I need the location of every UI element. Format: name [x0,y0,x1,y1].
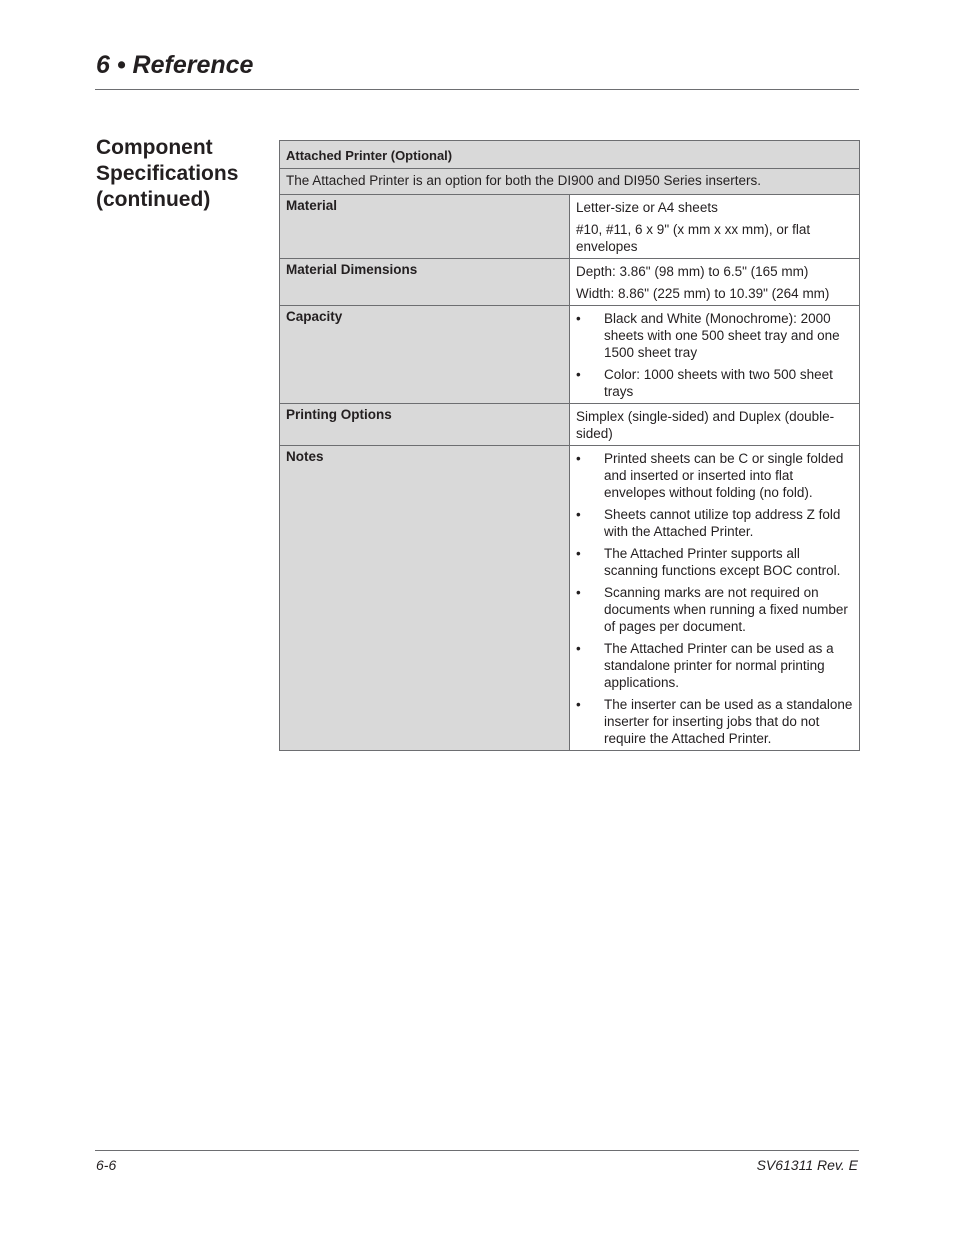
row-label: Notes [280,446,570,751]
value-line: Letter-size or A4 sheets [576,200,718,215]
list-item: • The inserter can be used as a standalone inserter for inserting jobs that do not require the Attached Printer. [576,696,853,747]
row-label: Material Dimensions [280,259,570,306]
value-line: Depth: 3.86" (98 mm) to 6.5" (165 mm) [576,264,809,279]
footer-divider [95,1150,859,1151]
table-row-capacity [280,306,860,404]
table-heading: Attached Printer (Optional) [280,141,860,169]
list-item: • Color: 1000 sheets with two 500 sheet trays [576,366,853,400]
bullet-list [576,450,853,747]
attached-printer-spec-table [279,140,860,751]
table-intro: The Attached Printer is an option for both the DI900 and DI950 Series inserters. [280,169,860,195]
row-label: Printing Options [280,404,570,446]
list-item: • Scanning marks are not required on documents when running a fixed number of pages per document. [576,584,853,635]
list-item: • Sheets cannot utilize top address Z fold with the Attached Printer. [576,506,853,540]
table-row-notes [280,446,860,751]
header-divider [95,89,859,90]
table-row-material-dimensions [280,259,860,306]
page-number: 6-6 [96,1157,117,1173]
table-heading-row [280,141,860,169]
chapter-title: 6 • Reference [96,51,254,79]
row-value [570,195,860,259]
table-intro-row [280,169,860,195]
table-row-printing-options [280,404,860,446]
row-value [570,404,860,446]
value-line: Simplex (single-sided) and Duplex (double-sided) [576,409,835,441]
value-line: Width: 8.86" (225 mm) to 10.39" (264 mm) [576,286,830,301]
row-label: Capacity [280,306,570,404]
list-item: • Black and White (Monochrome): 2000 sheets with one 500 sheet tray and one 1500 sheet tray [576,310,853,361]
table-row-material [280,195,860,259]
bullet-list [576,310,853,400]
row-value [570,446,860,751]
row-label: Material [280,195,570,259]
list-item: • Printed sheets can be C or single folded and inserted or inserted into flat envelopes without folding (no fold). [576,450,853,501]
row-value [570,259,860,306]
list-item: • The Attached Printer supports all scanning functions except BOC control. [576,545,853,579]
list-item: • The Attached Printer can be used as a standalone printer for normal printing applications. [576,640,853,691]
document-id: SV61311 Rev. E [756,1157,858,1173]
row-value [570,306,860,404]
value-line: #10, #11, 6 x 9" (x mm x xx mm), or flat envelopes [576,222,811,254]
section-title: Component Specifications (continued) [96,136,239,211]
